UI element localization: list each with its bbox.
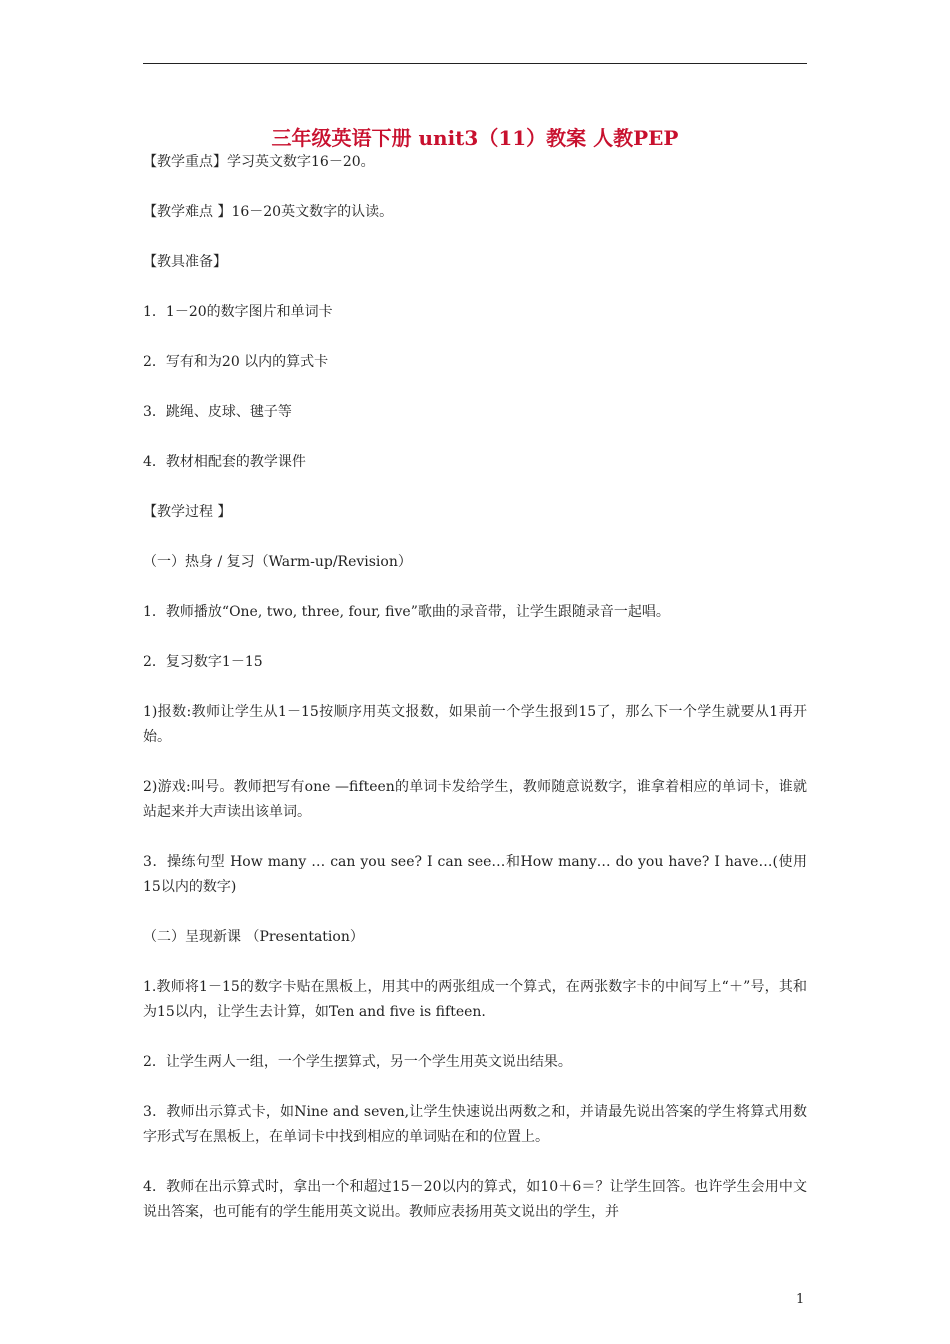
paragraph-process-heading: 【教学过程 】: [143, 504, 232, 520]
document-body: [143, 150, 807, 1250]
paragraph-presentation-1: 1.教师将1－15的数字卡贴在黑板上，用其中的两张组成一个算式，在两张数字卡的中间写上“＋”号，其和为15以内，让学生去计算，如Ten and five is fifteen.: [143, 979, 807, 1020]
paragraph-difficult-points: 【教学难点 】16－20英文数字的认读。: [143, 204, 394, 220]
paragraph-warmup-3: 3．操练句型 How many … can you see? I can see…和How many… do you have? I have…(使用15以内的数字): [143, 854, 807, 895]
paragraph-warmup-2: 2．复习数字1－15: [143, 654, 263, 670]
paragraph-warmup-2-1: 1)报数:教师让学生从1－15按顺序用英文报数，如果前一个学生报到15了，那么下一个学生就要从1再开始。: [143, 704, 807, 745]
paragraph-presentation-heading: （二）呈现新课 （Presentation）: [143, 929, 364, 945]
paragraph-warmup-heading: （一）热身 / 复习（Warm-up/Revision）: [143, 554, 412, 570]
paragraph-warmup-2-2: 2)游戏:叫号。教师把写有one —fifteen的单词卡发给学生，教师随意说数字，谁拿着相应的单词卡，谁就站起来并大声读出该单词。: [143, 779, 807, 820]
paragraph-presentation-3: 3．教师出示算式卡，如Nine and seven,让学生快速说出两数之和，并请最先说出答案的学生将算式用数字形式写在黑板上，在单词卡中找到相应的单词贴在和的位置上。: [143, 1104, 807, 1145]
paragraph-presentation-2: 2．让学生两人一组，一个学生摆算式，另一个学生用英文说出结果。: [143, 1054, 572, 1070]
page-number: 1: [796, 1292, 805, 1307]
paragraph-material-2: 2．写有和为20 以内的算式卡: [143, 354, 329, 370]
document-title: 三年级英语下册 unit3（11）教案 人教PEP: [271, 126, 679, 150]
paragraph-key-points: 【教学重点】学习英文数字16－20。: [143, 154, 375, 170]
paragraph-presentation-4: 4．教师在出示算式时，拿出一个和超过15－20以内的算式，如10＋6＝？让学生回答。也许学生会用中文说出答案，也可能有的学生能用英文说出。教师应表扬用英文说出的学生，并: [143, 1179, 807, 1220]
paragraph-materials-heading: 【教具准备】: [143, 254, 227, 270]
paragraph-material-1: 1．1－20的数字图片和单词卡: [143, 304, 333, 320]
paragraph-material-4: 4．教材相配套的教学课件: [143, 454, 306, 470]
paragraph-material-3: 3．跳绳、皮球、毽子等: [143, 404, 292, 420]
header-rule: [143, 63, 807, 64]
paragraph-warmup-1: 1．教师播放“One, two, three, four, five”歌曲的录音带，让学生跟随录音一起唱。: [143, 604, 670, 620]
